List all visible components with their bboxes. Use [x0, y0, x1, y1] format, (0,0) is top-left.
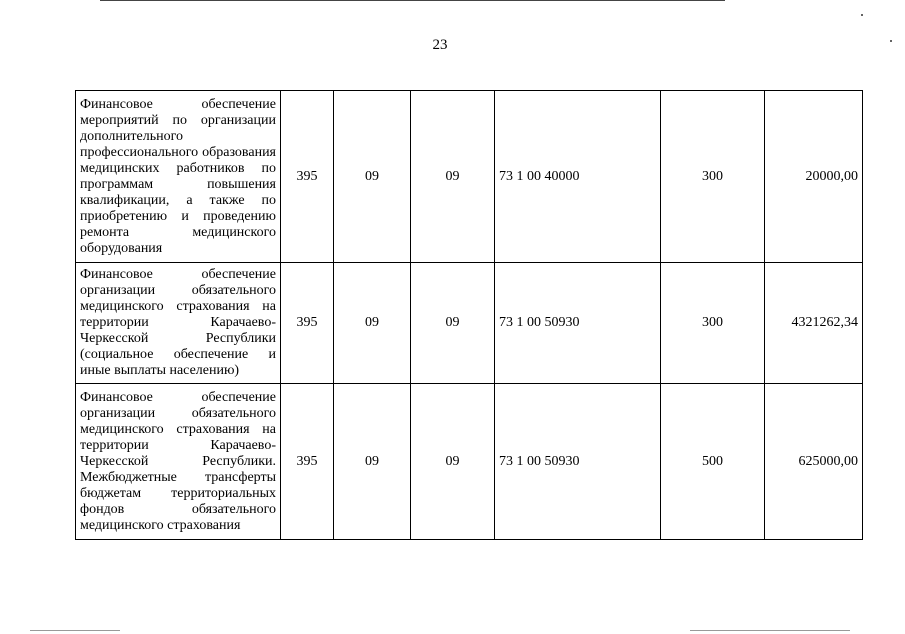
ministry-code-cell: 395 — [281, 91, 334, 263]
amount-cell: 20000,00 — [765, 91, 863, 263]
table-row — [76, 263, 863, 384]
scan-bottom-edge-right — [690, 630, 850, 631]
ministry-code-cell: 395 — [281, 263, 334, 384]
target-article-cell: 73 1 00 40000 — [495, 91, 661, 263]
budget-table — [75, 90, 863, 540]
table-row — [76, 91, 863, 263]
section-cell: 09 — [334, 263, 411, 384]
row-description: Финансовое обеспечение мероприятий по организации дополнительного профессионального образования медицинских работников по программам повышения квалификации, а также по приобретению и проведению ремонта медицинского оборудования — [76, 91, 281, 263]
expense-type-cell: 300 — [661, 263, 765, 384]
scan-top-edge — [100, 0, 725, 1]
subsection-cell: 09 — [411, 384, 495, 540]
row-description: Финансовое обеспечение организации обязательного медицинского страхования на территории Карачаево-Черкесской Республики (социальное обеспечение и иные выплаты населению) — [76, 263, 281, 384]
scan-bottom-edge-left — [30, 630, 120, 631]
page-number: 23 — [432, 37, 448, 53]
target-article-cell: 73 1 00 50930 — [495, 384, 661, 540]
ministry-code-cell: 395 — [281, 384, 334, 540]
scan-speck — [890, 40, 892, 42]
section-cell: 09 — [334, 91, 411, 263]
expense-type-cell: 300 — [661, 91, 765, 263]
amount-cell: 625000,00 — [765, 384, 863, 540]
row-description: Финансовое обеспечение организации обязательного медицинского страхования на территории Карачаево-Черкесской Республики. Межбюджетные трансферты бюджетам территориальных фондов обязательного медицинского страхования — [76, 384, 281, 540]
scan-speck — [861, 14, 863, 16]
target-article-cell: 73 1 00 50930 — [495, 263, 661, 384]
expense-type-cell: 500 — [661, 384, 765, 540]
subsection-cell: 09 — [411, 263, 495, 384]
subsection-cell: 09 — [411, 91, 495, 263]
section-cell: 09 — [334, 384, 411, 540]
amount-cell: 4321262,34 — [765, 263, 863, 384]
table-row — [76, 384, 863, 540]
